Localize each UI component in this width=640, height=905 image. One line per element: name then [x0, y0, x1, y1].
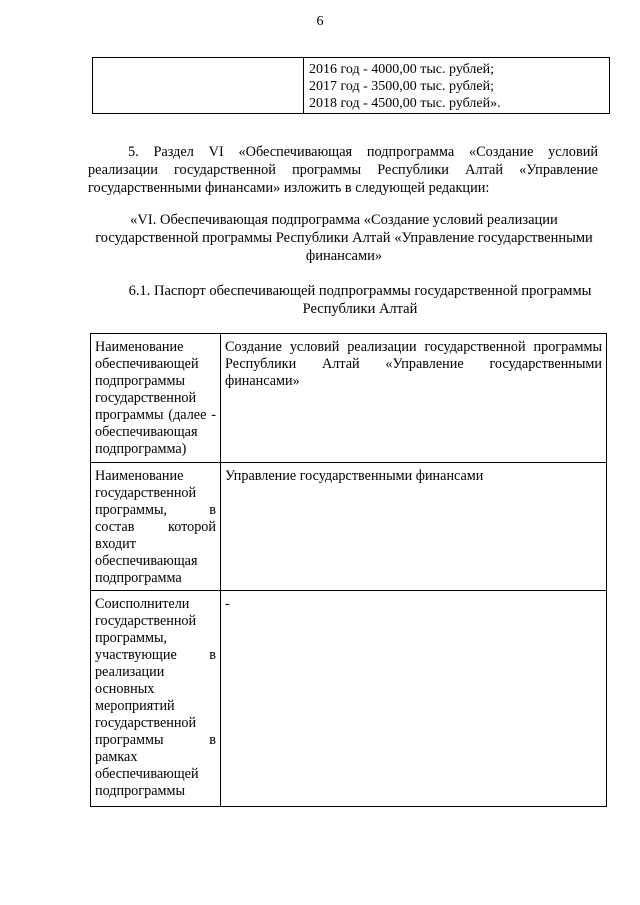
row-value: Управление государственными финансами: [221, 463, 607, 591]
funding-line-2017: 2017 год - 3500,00 тыс. рублей;: [309, 79, 495, 94]
empty-cell: [93, 58, 304, 114]
row-label: Наименование обеспечивающей подпрограммы государственной программы (далее - обеспечивающая подпрограмма): [91, 334, 221, 463]
table-row: [91, 591, 607, 807]
funding-line-2016: 2016 год - 4000,00 тыс. рублей;: [309, 62, 495, 77]
row-label: Наименование государственной программы, в состав которой входит обеспечивающая подпрограмма: [91, 463, 221, 591]
passport-table: [90, 333, 607, 807]
table-row: [91, 334, 607, 463]
funding-table-fragment: [92, 57, 610, 114]
row-label: Соисполнители государственной программы, участвующие в реализации основных мероприятий государственной программы в рамках обеспечивающей подпрограммы: [91, 591, 221, 807]
page-number: 6: [316, 14, 324, 29]
table-row: [91, 463, 607, 591]
section-title: «VI. Обеспечивающая подпрограмма «Создание условий реализации государственной программы Республики Алтай «Управление государственными финансами»: [95, 212, 593, 264]
table-row: [93, 58, 610, 114]
subsection-title: 6.1. Паспорт обеспечивающей подпрограммы государственной программы Республики Алтай: [128, 283, 592, 317]
funding-years-cell: [304, 58, 610, 114]
row-value: Создание условий реализации государственной программы Республики Алтай «Управление государственными финансами»: [221, 334, 607, 463]
amendment-paragraph: 5. Раздел VI «Обеспечивающая подпрограмма «Создание условий реализации государственной программы Республики Алтай «Управление государственными финансами» изложить в следующей редакции:: [88, 144, 598, 196]
row-value: -: [221, 591, 607, 807]
funding-line-2018: 2018 год - 4500,00 тыс. рублей».: [309, 96, 501, 111]
